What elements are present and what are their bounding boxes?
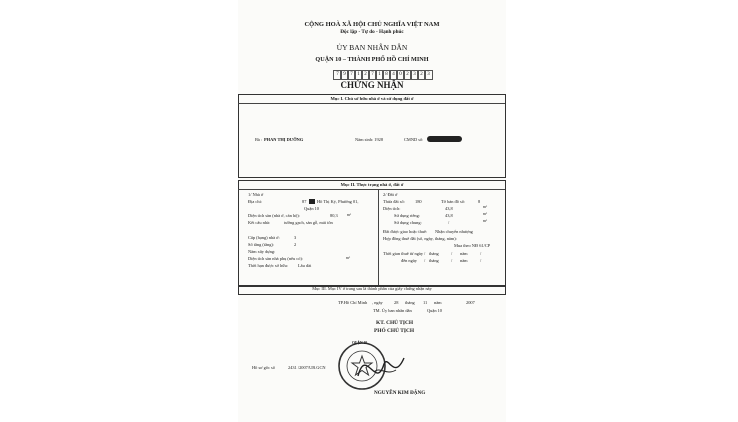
aux-area-unit: m² [346,256,351,260]
seal-text: QUẬN 10 [352,341,368,345]
floors-value: 2 [294,242,297,247]
common-use-label: Sử dụng chung: [394,220,422,225]
lease-to-month: tháng [429,258,439,263]
lease-to-label: đến ngày [401,258,417,263]
sign-place: TP.Hồ Chí Minh [338,300,368,305]
district-title: QUẬN 10 – THÀNH PHỐ HỒ CHÍ MINH [315,56,429,63]
lease-to-month-slash: / [451,258,453,263]
serial-digit: 7 [347,70,356,80]
serial-digit: 9 [340,70,349,80]
nation-title: CỘNG HOÀ XÃ HỘI CHỦ NGHĨA VIỆT NAM [304,21,440,28]
on-behalf: TM. Ủy ban nhân dân [373,308,412,313]
ownership-term-label: Thời hạn được sở hữu: [248,263,289,268]
redacted-address [309,199,315,204]
serial-digit: 2 [403,70,412,80]
lease-from-slash: / [424,251,426,256]
motto: Độc lập - Tự do - Hạnh phúc [340,29,404,35]
address-street: Hồ Thị Kỷ, Phường 01, [317,199,359,204]
map-label: Tờ bản đồ số: [441,199,466,204]
decree-label: Mua theo NĐ 61/CP [454,243,491,248]
address-label: Địa chỉ: [248,199,263,204]
committee-title: ỦY BAN NHÂN DÂN [336,43,408,52]
land-area-value: 43,8 [445,206,453,211]
address-district: Quận 10 [304,206,319,211]
serial-digit: 8 [382,70,391,80]
floor-area-label: Diện tích sàn (nhà ở, căn hộ): [248,213,300,218]
owner-name: PHAN THỊ DƯỠNG [264,137,304,142]
private-use-label: Sử dụng riêng: [394,213,421,218]
lease-to-slash: / [424,258,426,263]
grade-value: 3 [294,235,297,240]
certificate-page [238,0,506,422]
common-use-unit: m² [483,219,488,223]
lease-from-year: năm [460,251,468,256]
serial-digit: 3 [410,70,419,80]
sign-year: 2007 [466,300,475,305]
sign-month: 11 [423,300,428,305]
vice-title: PHÓ CHỦ TỊCH [374,328,415,334]
lease-from-label: Thời gian thuê từ ngày [383,251,424,256]
structure-value: tường gạch, sàn gỗ, mái tôn [284,220,333,225]
map-value: 8 [478,199,481,204]
lease-to-year: năm [460,258,468,263]
redacted-id [427,136,462,142]
sign-day: 28 [394,300,399,305]
land-origin-value: Nhận chuyển nhượng [435,229,473,234]
document-title: CHỨNG NHẬN [340,80,404,90]
year-built-label: Năm xây dựng: [248,249,276,254]
house-title: 1/ Nhà ở [248,192,264,197]
serial-digit: 1 [375,70,384,80]
serial-digit: 2 [361,70,370,80]
land-title: 2/ Đất ở [383,192,398,197]
lease-to-year-slash: / [480,258,482,263]
section1-box [238,94,506,178]
serial-digit: 2 [417,70,426,80]
serial-digit: 0 [396,70,405,80]
floor-area-unit: m² [347,213,352,217]
serial-digit: 7 [368,70,377,80]
birth-year: Năm sinh: 1928 [355,137,384,142]
floor-area-value: 80,3 [330,213,338,218]
section2-heading: Mục II. Thực trạng nhà ở, đất ở [340,182,404,187]
common-use-value: / [448,220,450,225]
private-use-value: 43,8 [445,213,453,218]
lease-from-year-slash: / [480,251,482,256]
parcel-value: 180 [415,199,422,204]
record-label: Hồ sơ gốc số [252,365,275,370]
section3-heading: Mục III. Mục IV ở trang sau là thành phần của giấy chứng nhận này [312,286,432,291]
section1-heading: Mục I. Chủ sở hữu nhà ở và sử dụng đất ở [330,96,414,101]
lease-from-month-slash: / [451,251,453,256]
address-number: 87 [302,199,307,204]
private-use-unit: m² [483,212,488,216]
floors-label: Số tầng (tầng): [248,242,275,247]
lease-contract-label: Hợp đồng thuê đất (số, ngày, tháng, năm): [383,236,457,241]
serial-digit: 1 [354,70,363,80]
kt-title: KT. CHỦ TỊCH [376,320,414,326]
signer-name: NGUYỄN KIM ĐẶNG [374,390,426,396]
lease-from-month: tháng [429,251,439,256]
aux-area-label: Diện tích sàn nhà phụ (nếu có): [248,256,304,261]
parcel-label: Thửa đất số: [383,199,405,204]
official-seal-icon [336,336,406,396]
grade-label: Cấp (hạng) nhà ở: [248,235,280,240]
land-area-label: Diện tích: [383,206,401,211]
ownership-term-value: Lâu dài [298,263,312,268]
structure-label: Kết cấu nhà: [248,220,271,225]
serial-digit: 3 [424,70,433,80]
serial-digit: 4 [389,70,398,80]
record-number: 2431 /2007/UB.GCN [288,365,326,370]
land-origin-label: Đất được giao hoặc thuê: [383,229,428,234]
sign-year-label: năm [434,300,442,305]
serial-digit: 7 [333,70,342,80]
on-behalf-district: Quận 10 [427,308,442,313]
id-label: CMND số: [404,137,424,142]
sign-day-label: , ngày [372,300,383,305]
owner-label: Bà : [255,137,263,142]
sign-month-label: tháng [405,300,415,305]
land-area-unit: m² [483,205,488,209]
